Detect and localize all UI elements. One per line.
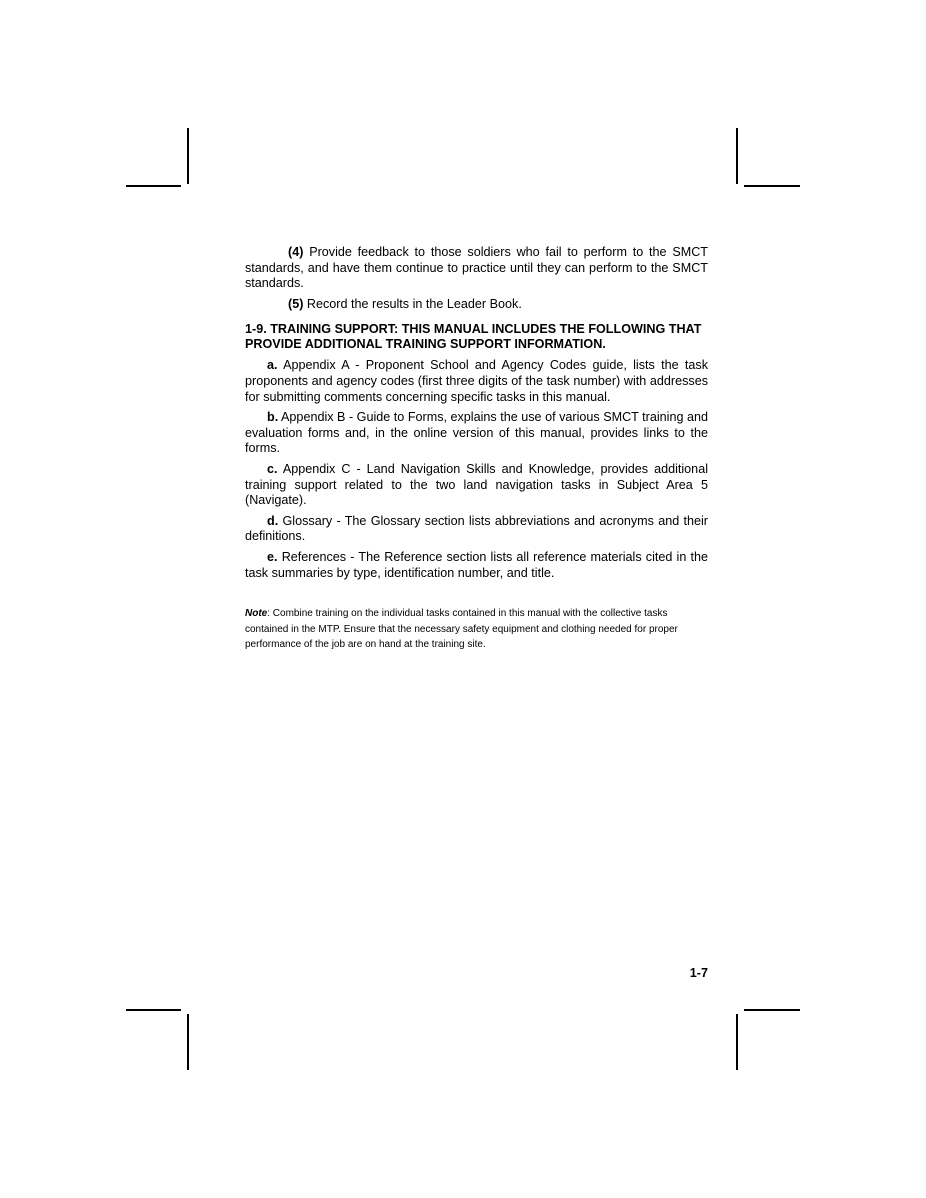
crop-mark-top-right-horizontal xyxy=(744,185,800,187)
item-c xyxy=(245,462,708,509)
item-b-text: Appendix B - Guide to Forms, explains the use of various SMCT training and evaluation forms and, in the online version of this manual, provides links to the forms. xyxy=(245,410,708,456)
paragraph-5 xyxy=(245,297,708,313)
paragraph-4 xyxy=(245,245,708,292)
paragraph-5-label: (5) xyxy=(288,296,304,311)
note-label: Note xyxy=(245,608,268,620)
crop-mark-bottom-left-vertical xyxy=(187,1014,189,1070)
item-a xyxy=(245,358,708,405)
note-text: : Combine training on the individual tasks contained in this manual with the collective tasks contained in the MTP. Ensure that the necessary safety equipment and clothing needed for proper performance of the job are on hand at the training site. xyxy=(245,608,678,651)
item-c-text: Appendix C - Land Navigation Skills and Knowledge, provides additional training support related to the two land navigation tasks in Subject Area 5 (Navigate). xyxy=(245,461,708,508)
item-d-text: Glossary - The Glossary section lists abbreviations and acronyms and their definitions. xyxy=(245,513,708,544)
crop-mark-bottom-left-horizontal xyxy=(126,1009,181,1011)
item-b-label: b. xyxy=(267,410,279,425)
section-heading: 1-9. TRAINING SUPPORT: THIS MANUAL INCLUDES THE FOLLOWING THAT PROVIDE ADDITIONAL TRAINING SUPPORT INFORMATION. xyxy=(245,322,702,352)
crop-mark-top-right-vertical xyxy=(736,128,738,184)
item-d xyxy=(245,514,708,545)
item-b xyxy=(245,410,708,457)
paragraph-5-text: Record the results in the Leader Book. xyxy=(306,296,522,311)
page-number: 1-7 xyxy=(689,966,708,980)
note-block xyxy=(245,606,708,653)
page-content xyxy=(245,245,708,653)
paragraph-4-text: Provide feedback to those soldiers who fail to perform to the SMCT standards, and have them continue to practice until they can perform to the SMCT standards. xyxy=(245,245,709,291)
crop-mark-top-left-horizontal xyxy=(126,185,181,187)
item-e xyxy=(245,550,708,581)
item-a-text: Appendix A - Proponent School and Agency Codes guide, lists the task proponents and agency codes (first three digits of the task number) with addresses for submitting comments concerning specific tasks in this manual. xyxy=(245,358,708,404)
item-e-text: References - The Reference section lists all reference materials cited in the task summaries by type, identification number, and title. xyxy=(245,549,709,580)
item-c-label: c. xyxy=(267,461,278,476)
crop-mark-bottom-right-vertical xyxy=(736,1014,738,1070)
crop-mark-bottom-right-horizontal xyxy=(744,1009,800,1011)
item-d-label: d. xyxy=(267,513,279,528)
item-e-label: e. xyxy=(267,549,278,564)
paragraph-4-label: (4) xyxy=(288,245,304,259)
item-a-label: a. xyxy=(267,358,278,373)
crop-mark-top-left-vertical xyxy=(187,128,189,184)
